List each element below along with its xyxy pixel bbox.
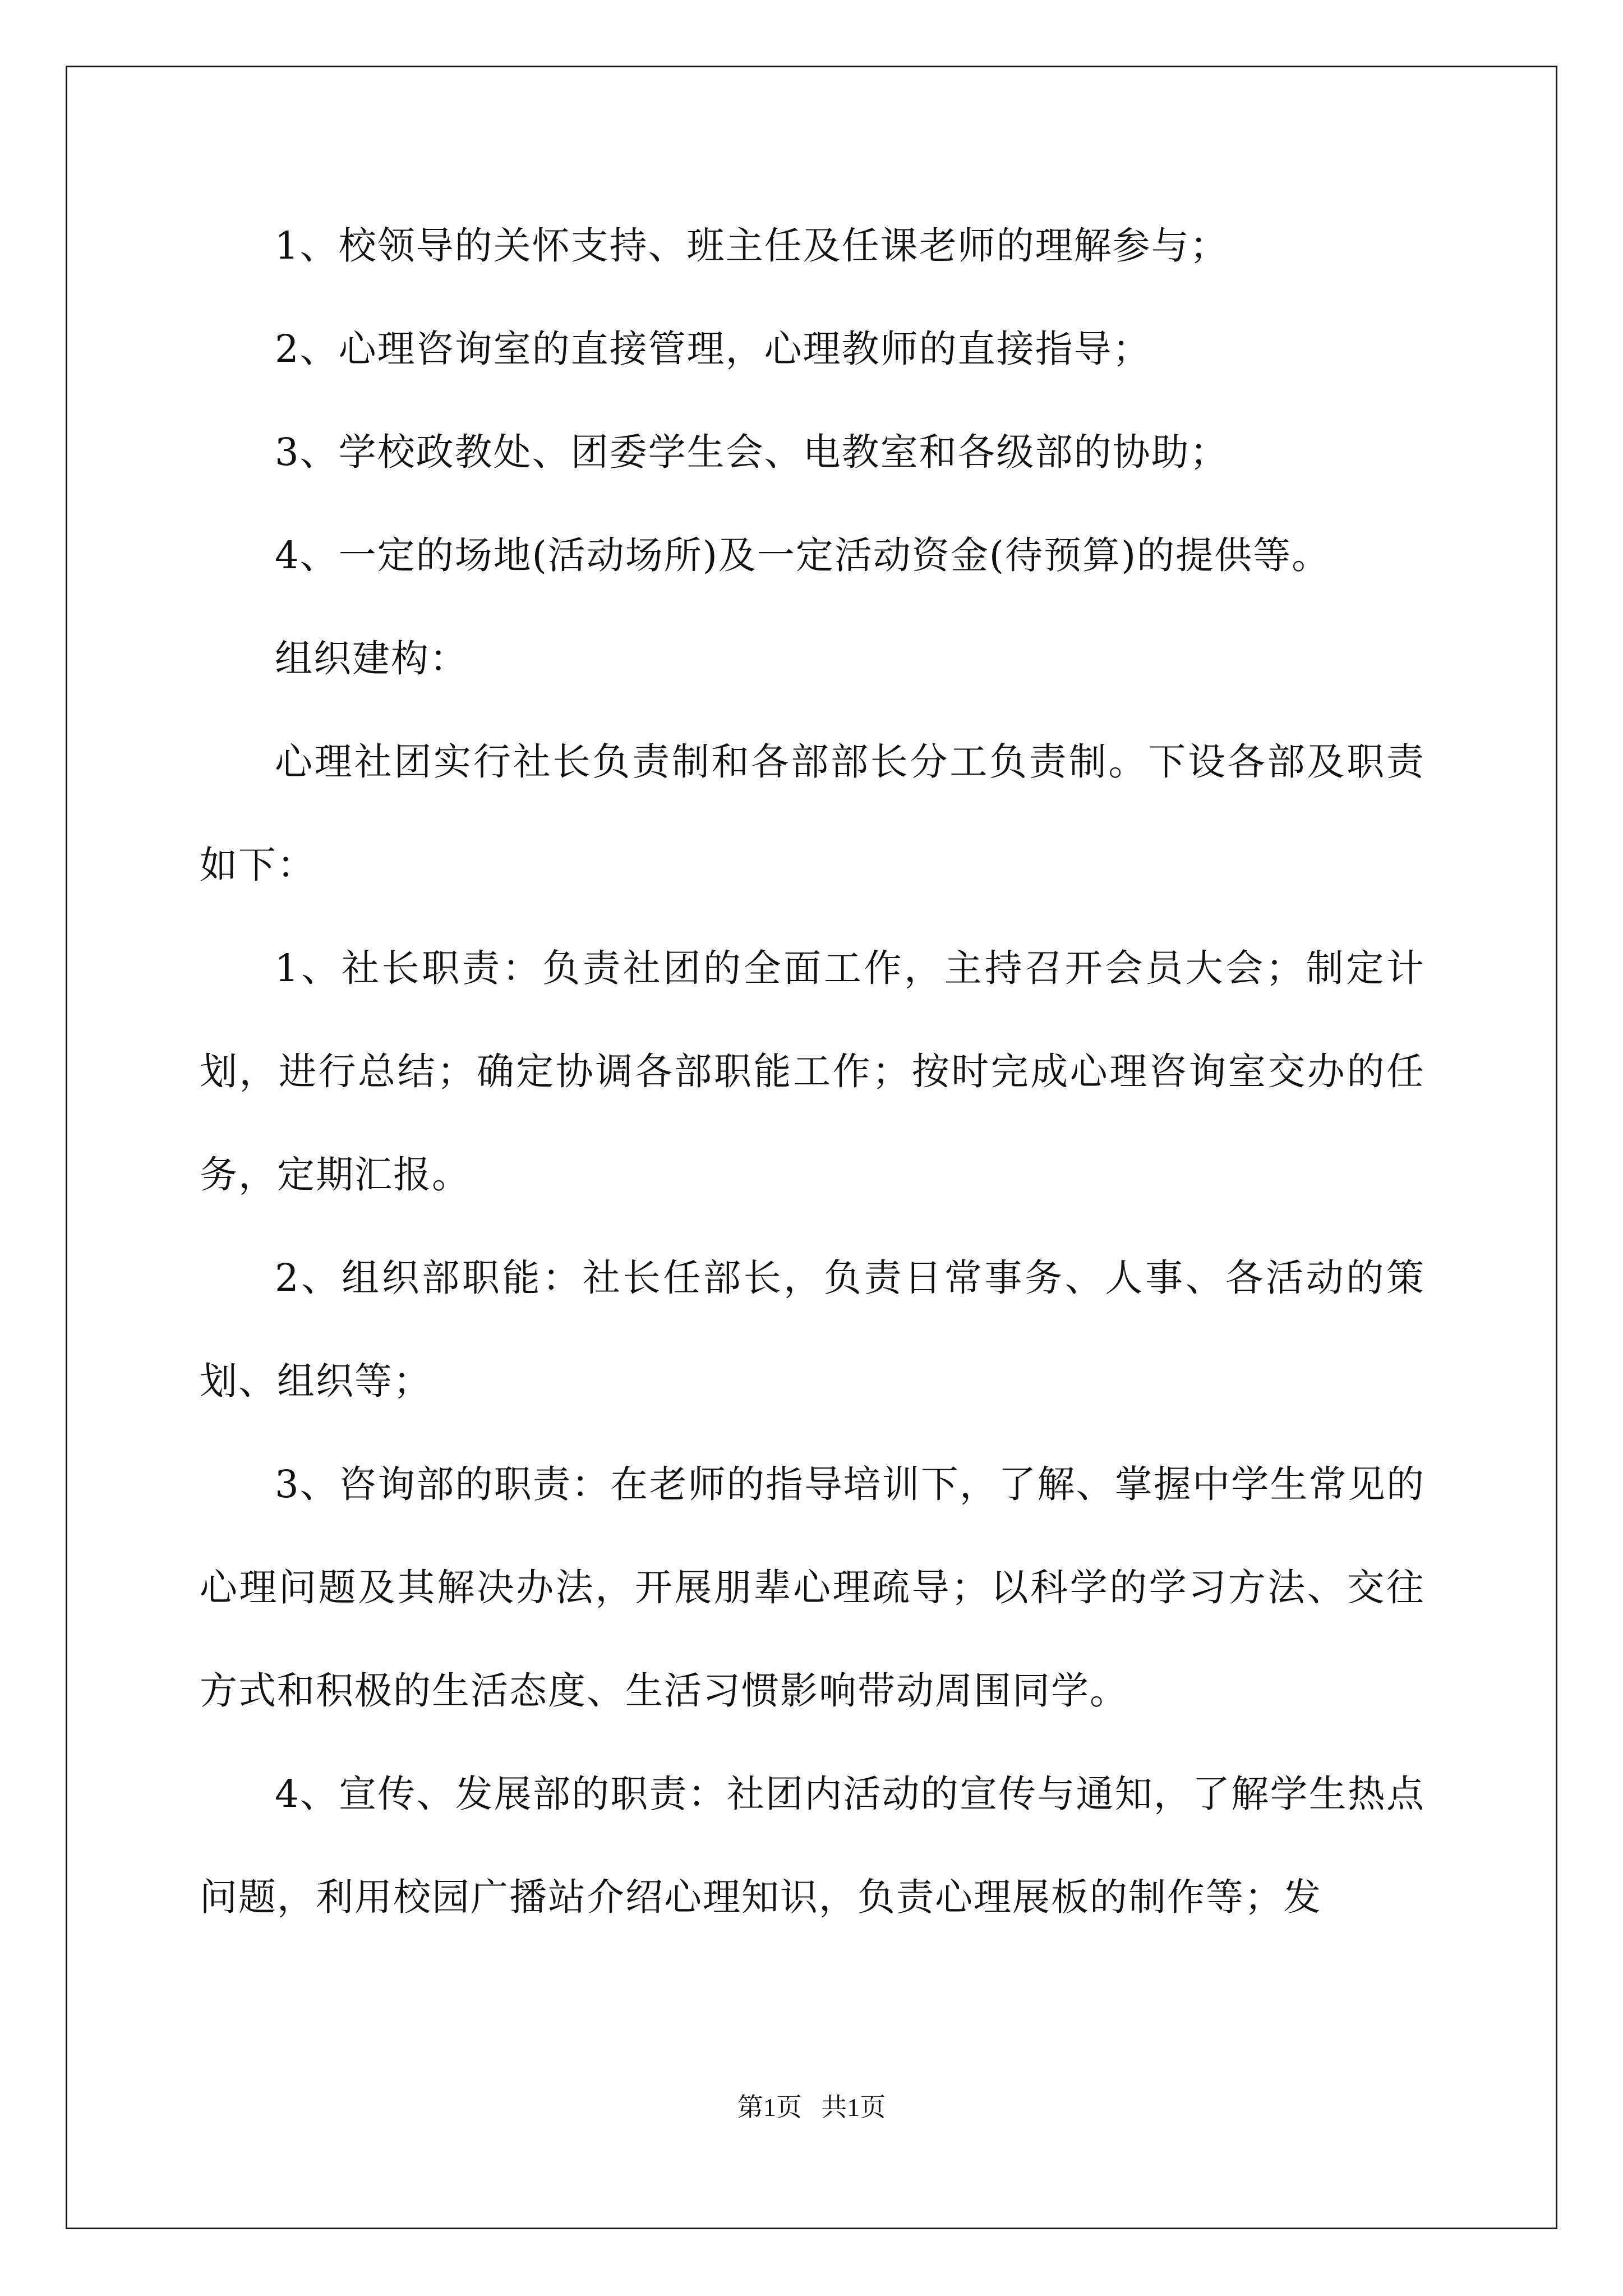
- section-heading: 组织建构：: [275, 637, 468, 680]
- document-body: [200, 194, 1425, 1949]
- paragraph: 2、心理咨询室的直接管理，心理教师的直接指导；: [275, 327, 1151, 371]
- paragraph: 1、校领导的关怀支持、班主任及任课老师的理解参与；: [275, 224, 1229, 268]
- paragraph: 3、学校政教处、团委学生会、电教室和各级部的协助；: [275, 430, 1229, 474]
- paragraph: 1、社长职责：负责社团的全面工作，主持召开会员大会；制定计划，进行总结；确定协调各部职能工作；按时完成心理咨询室交办的任务，定期汇报。: [200, 946, 1425, 1197]
- paragraph: 4、宣传、发展部的职责：社团内活动的宣传与通知，了解学生热点问题，利用校园广播站介绍心理知识，负责心理展板的制作等；发: [200, 1772, 1425, 1919]
- page-footer: 第1页 共1页: [737, 2093, 886, 2122]
- paragraph: 心理社团实行社长负责制和各部部长分工负责制。下设各部及职责如下：: [200, 740, 1425, 887]
- paragraph: 4、一定的场地(活动场所)及一定活动资金(待预算)的提供等。: [275, 533, 1331, 577]
- paragraph: 3、咨询部的职责：在老师的指导培训下，了解、掌握中学生常见的心理问题及其解决办法，开展朋辈心理疏导；以科学的学习方法、交往方式和积极的生活态度、生活习惯影响带动周围同学。: [200, 1462, 1425, 1713]
- paragraph: 2、组织部职能：社长任部长，负责日常事务、人事、各活动的策划、组织等；: [200, 1256, 1425, 1403]
